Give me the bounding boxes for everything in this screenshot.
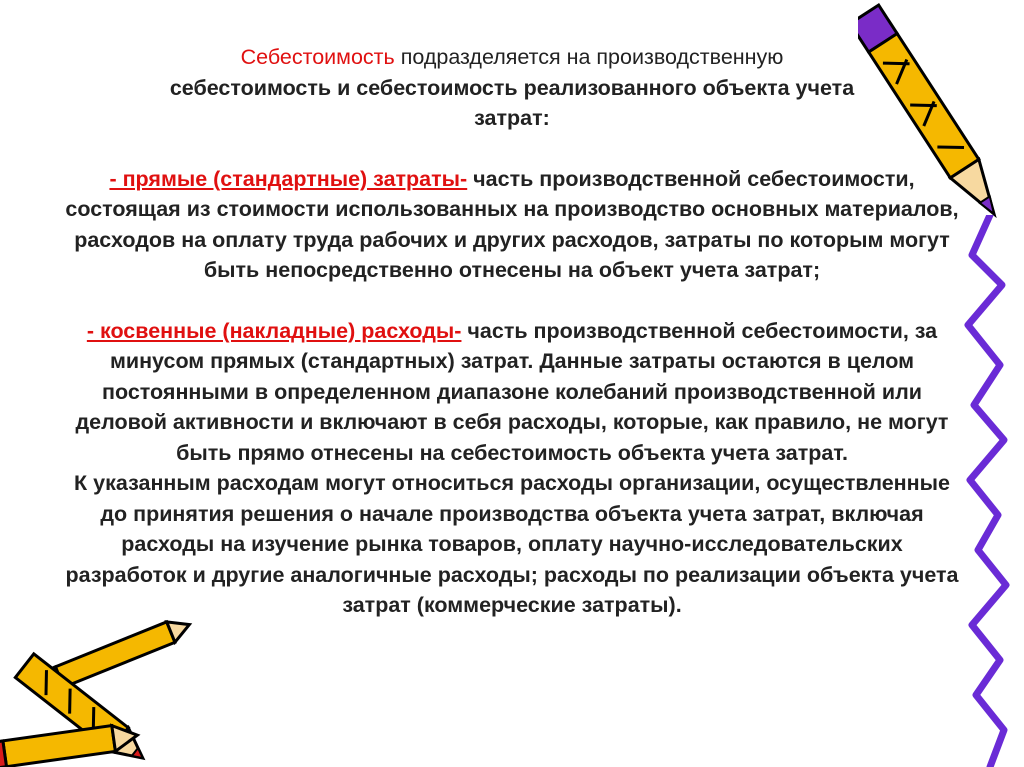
term-direct-costs: - прямые (стандартные) затраты- bbox=[109, 166, 468, 191]
indirect-costs-definition: часть производственной себестоимости, за минусом прямых (стандартных) затрат. Данные затраты остаются в целом постоянными в определенном диапазоне колебаний производственной или деловой активности и включают в себя расходы, которые, как правило, не могут быть прямо отнесены на себестоимость объекта учета затрат. bbox=[75, 318, 949, 465]
intro-line-2: себестоимость и себестоимость реализованного объекта учета bbox=[169, 75, 855, 100]
direct-costs-paragraph bbox=[62, 164, 962, 286]
indirect-costs-paragraph bbox=[62, 316, 962, 469]
intro-line-3: затрат: bbox=[474, 106, 550, 130]
term-indirect-costs: - косвенные (накладные) расходы- bbox=[86, 318, 462, 343]
direct-costs-definition: часть производственной себестоимости, состоящая из стоимости использованных на производство основных материалов, расходов на оплату труда рабочих и других расходов, затраты по которым могут быть непосредственно отнесены на объект учета затрат; bbox=[65, 166, 959, 282]
pencils-icon bbox=[0, 605, 200, 767]
slide-text bbox=[62, 42, 962, 621]
intro-paragraph bbox=[62, 42, 962, 134]
indirect-costs-continuation: К указанным расходам могут относиться расходы организации, осуществленные до принятия решения о начале производства объекта учета затрат, включая расходы на изучение рынка товаров, оплату научно-исследовательских разработок и другие аналогичные расходы; расходы по реализации объекта учета затрат (коммерческие затраты). bbox=[65, 471, 959, 617]
term-cost: Себестоимость bbox=[240, 45, 395, 69]
intro-line-1-rest: подразделяется на производственную bbox=[394, 45, 784, 69]
intro-line-1 bbox=[241, 45, 784, 69]
squiggle-line bbox=[960, 215, 1024, 767]
